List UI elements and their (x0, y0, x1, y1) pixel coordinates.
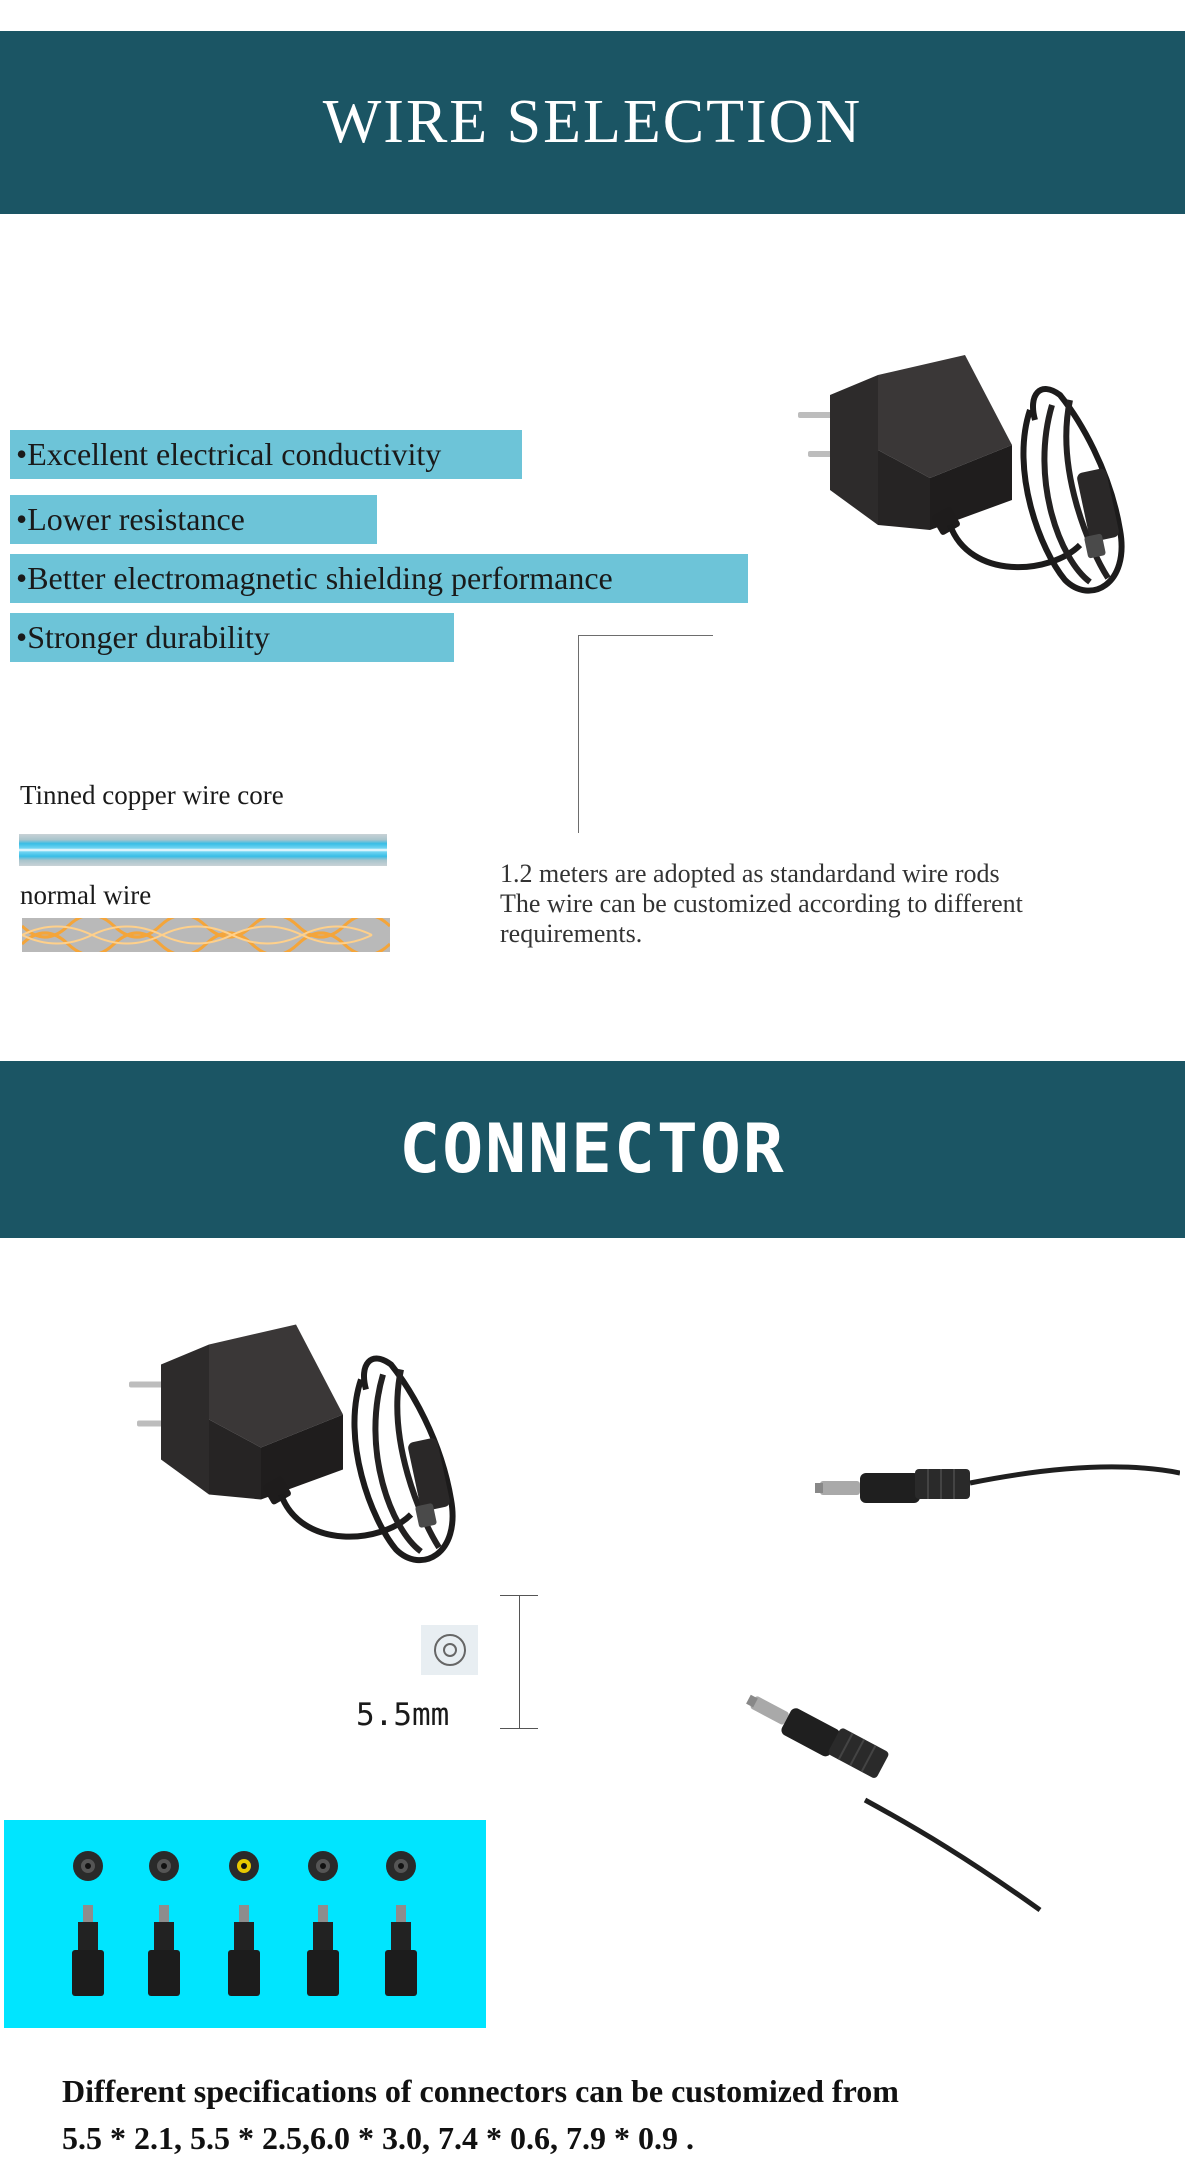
connector-banner (0, 1061, 1185, 1238)
dc-tip-connector-image (377, 1850, 425, 2000)
dc-tip-connector-image (299, 1850, 347, 2000)
connector-description-line: Different specifications of connectors can be customized from (62, 2073, 899, 2109)
wire-selection-banner (0, 31, 1185, 214)
connector-end-icon (421, 1625, 478, 1675)
dimension-line (519, 1595, 520, 1728)
connector-description (62, 2068, 899, 2162)
tinned-copper-wire-image (19, 834, 387, 866)
normal-wire-label: normal wire (20, 880, 152, 910)
wire-note-line: 1.2 meters are adopted as standardand wire rods (500, 859, 1000, 888)
tinned-copper-label: Tinned copper wire core (20, 780, 284, 810)
wire-note-line: The wire can be customized according to different (500, 889, 1023, 918)
connector-dimension-label: 5.5mm (356, 1697, 450, 1733)
dc-tips-panel (4, 1820, 486, 2028)
connector-title: CONNECTOR (399, 1110, 786, 1189)
power-adapter-image (790, 350, 1135, 615)
callout-line-horizontal (578, 635, 713, 636)
wire-selection-title: WIRE SELECTION (322, 88, 863, 156)
feature-resistance: •Lower resistance (10, 495, 377, 544)
dc-barrel-plug-image (815, 1445, 1180, 1515)
callout-line-vertical (578, 635, 579, 833)
dc-tip-connector-image (64, 1850, 112, 2000)
dc-barrel-plug-image (740, 1690, 1050, 1920)
feature-shielding: •Better electromagnetic shielding performance (10, 554, 748, 603)
connector-description-line: 5.5 * 2.1, 5.5 * 2.5,6.0 * 3.0, 7.4 * 0.6, 7.9 * 0.9 . (62, 2120, 694, 2156)
feature-durability: •Stronger durability (10, 613, 454, 662)
dimension-tick-bottom (500, 1728, 538, 1729)
feature-conductivity: •Excellent electrical conductivity (10, 430, 522, 479)
wire-note-line: requirements. (500, 919, 643, 948)
dc-tip-connector-image (140, 1850, 188, 2000)
dc-tip-connector-image (220, 1850, 268, 2000)
power-adapter-image (125, 1318, 470, 1586)
wire-length-note (500, 859, 1023, 949)
normal-wire-image (22, 918, 390, 952)
